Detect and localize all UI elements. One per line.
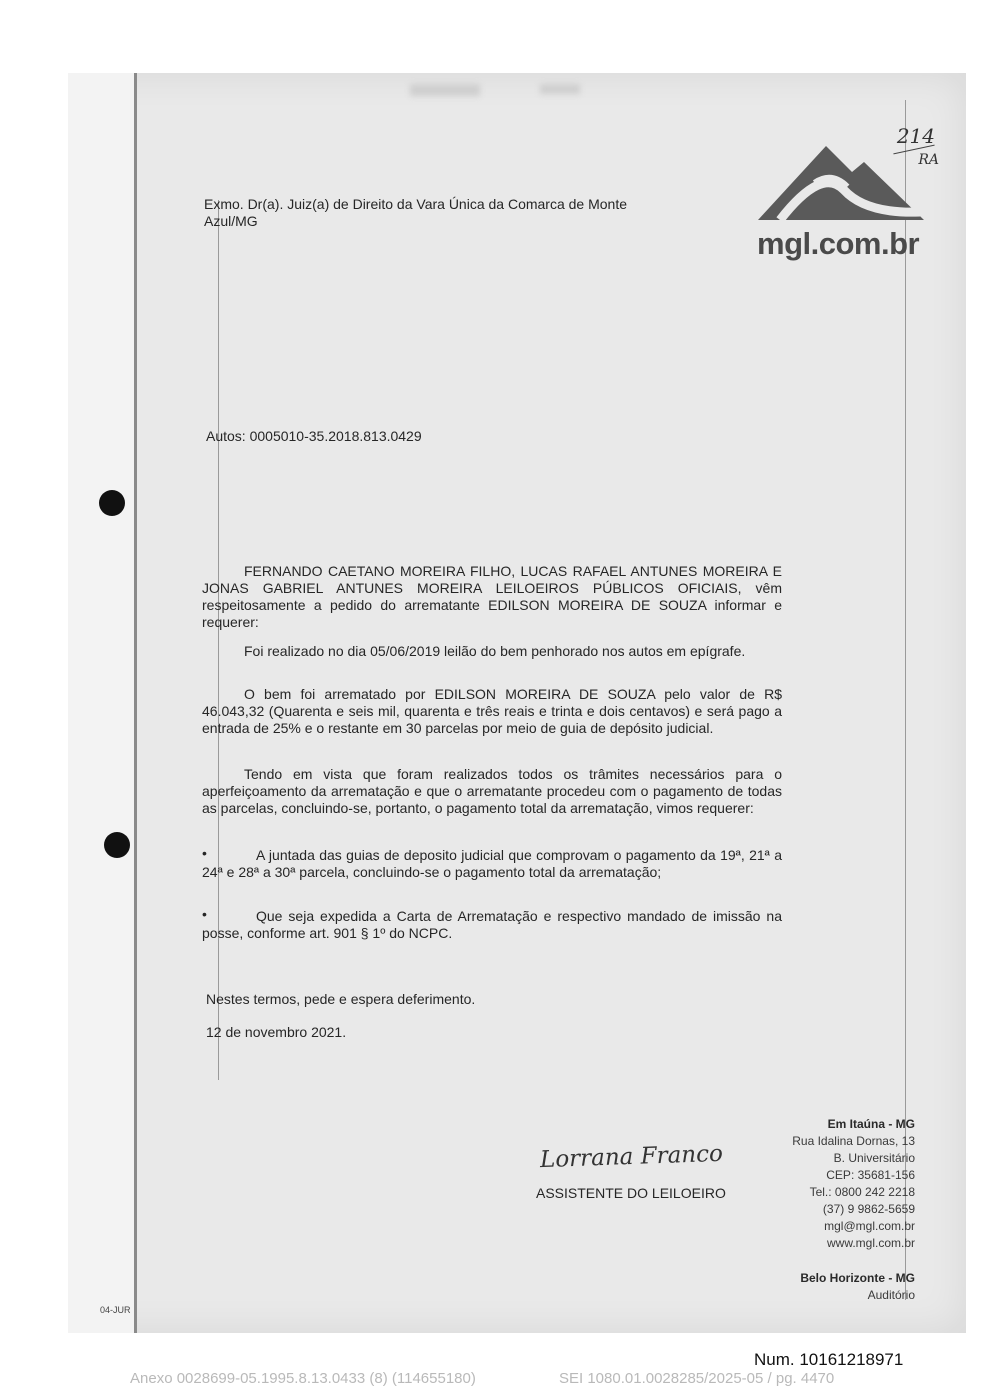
annex-label: Anexo 0028699-05.1995.8.13.0433 (8) (114655180) (130, 1370, 476, 1387)
punch-hole (99, 490, 125, 516)
paragraph-requirements: Tendo em vista que foram realizados todos os trâmites necessários para o aperfeiçoamento da arrematação e que o arrematante procedeu com o pagamento de todas as parcelas, concluindo-se, portanto, o pagamento total da arrematação, vimos requerer: (202, 766, 782, 816)
page-stamp-number: 214 (896, 124, 935, 148)
closing: Nestes termos, pede e espera deferimento. (206, 991, 476, 1007)
addressee-line1: Exmo. Dr(a). Juiz(a) de Direito da Vara Única da Comarca de Monte (204, 196, 628, 212)
request-item-1: A juntada das guias de deposito judicial que comprovam o pagamento da 19ª, 21ª a 24ª e 28ª a 30ª parcela, concluindo-se o pagamento total da arrematação; (202, 847, 782, 880)
footer-line: B. Universitário (833, 1151, 915, 1165)
request-item-2: Que seja expedida a Carta de Arrematação e respectivo mandado de imissão na posse, conforme art. 901 § 1º do NCPC. (202, 908, 782, 941)
form-code: 04-JUR (100, 1305, 131, 1315)
paragraph-auction-date: Foi realizado no dia 05/06/2019 leilão do bem penhorado nos autos em epígrafe. (244, 643, 746, 659)
footer-line: (37) 9 9862-5659 (822, 1202, 915, 1216)
footer-line: Rua Idalina Dornas, 13 (792, 1134, 915, 1148)
footer-bh-line: Auditório (867, 1288, 915, 1302)
footer-bh (800, 1270, 915, 1304)
binding-strip (68, 73, 134, 1333)
footer-line: mgl@mgl.com.br (824, 1219, 915, 1233)
bullet: • (202, 906, 207, 922)
footer-line: CEP: 35681-156 (826, 1168, 915, 1182)
logo-text: mgl.com.br (757, 226, 920, 261)
footer-bh-title: Belo Horizonte - MG (800, 1271, 915, 1285)
footer-itauna-title: Em Itaúna - MG (827, 1117, 915, 1131)
letter-date: 12 de novembro 2021. (206, 1024, 347, 1040)
addressee-line2: Azul/MG (204, 213, 258, 229)
footer-line: Tel.: 0800 242 2218 (809, 1185, 915, 1199)
fold-line (134, 73, 137, 1333)
smudge (540, 84, 580, 94)
signature: Lorrana Franco (539, 1140, 724, 1174)
punch-hole (104, 832, 130, 858)
addressee (204, 196, 684, 230)
footer-itauna (792, 1116, 915, 1252)
signature-title: ASSISTENTE DO LEILOEIRO (536, 1185, 726, 1201)
paragraph-bid-value: O bem foi arrematado por EDILSON MOREIRA DE SOUZA pelo valor de R$ 46.043,32 (Quarenta e seis mil, quarenta e três reais e trinta e dois centavos) e será pago a entrada de 25% e o restante em 30 parcelas por meio de guia de depósito judicial. (202, 686, 782, 736)
margin-line (218, 200, 219, 1080)
paragraph-parties: FERNANDO CAETANO MOREIRA FILHO, LUCAS RAFAEL ANTUNES MOREIRA E JONAS GABRIEL ANTUNES MOREIRA LEILOEIROS PÚBLICOS OFICIAIS, vêm respeitosamente a pedido do arrematante EDILSON MOREIRA DE SOUZA informar e requerer: (202, 563, 782, 630)
bullet: • (202, 845, 207, 861)
mountain-logo-icon (752, 142, 928, 226)
page-stamp-initials: RA (918, 152, 939, 168)
autos-number: Autos: 0005010-35.2018.813.0429 (206, 428, 422, 444)
footer-line: www.mgl.com.br (826, 1236, 915, 1250)
sei-label: SEI 1080.01.0028285/2025-05 / pg. 4470 (559, 1370, 835, 1387)
document-number: Num. 10161218971 (754, 1350, 904, 1369)
smudge (410, 84, 480, 96)
